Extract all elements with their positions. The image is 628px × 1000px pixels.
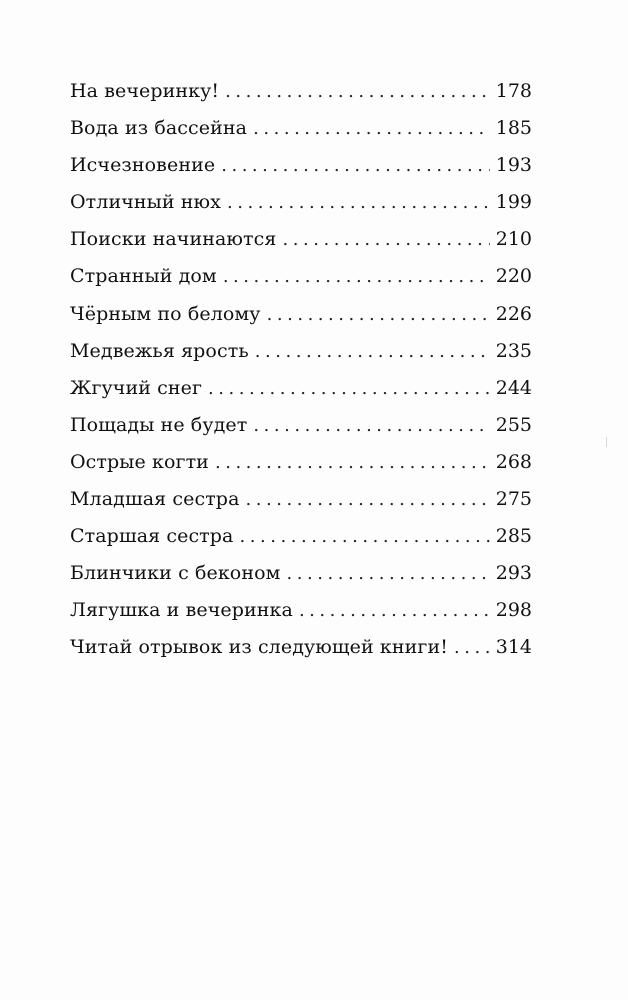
toc-leader-dots: [246, 485, 490, 515]
toc-entry-title: Поиски начинаются: [70, 228, 277, 251]
toc-entry-page: 255: [495, 413, 532, 436]
toc-entry-title: Младшая сестра: [70, 488, 240, 511]
toc-leader-dots: [208, 374, 490, 404]
toc-entry: [70, 336, 532, 373]
toc-entry: [70, 187, 532, 224]
toc-entry: [70, 484, 532, 521]
toc-entry-page: 178: [495, 80, 532, 102]
toc-leader-dots: [225, 77, 490, 107]
toc-entry-page: 210: [495, 228, 532, 251]
toc-entry-title: Лягушка и вечеринка: [70, 599, 293, 622]
toc-entry-title: Странный дом: [70, 265, 217, 288]
toc-leader-dots: [287, 559, 490, 589]
toc-entry-page: 298: [495, 599, 532, 622]
toc-entry: [70, 299, 532, 336]
toc-entry-title: Отличный нюх: [70, 191, 221, 214]
toc-entry: [70, 447, 532, 484]
toc-entry-title: На вечеринку!: [70, 80, 220, 102]
toc-entry: [70, 373, 532, 410]
toc-entry: [70, 558, 532, 595]
toc-entry-title: Блинчики с беконом: [70, 562, 281, 585]
toc-entry-page: 285: [495, 525, 532, 548]
toc-entry-title: Пощады не будет: [70, 413, 248, 436]
toc-entry-title: Чёрным по белому: [70, 302, 261, 325]
toc-entry: [70, 150, 532, 187]
toc-leader-dots: [253, 411, 489, 441]
toc-leader-dots: [267, 300, 490, 330]
toc-entry-page: 220: [495, 265, 532, 288]
toc-entry: [70, 261, 532, 298]
toc-entry-title: Исчезновение: [70, 154, 216, 177]
toc-entry-title: Медвежья ярость: [70, 339, 249, 362]
toc-leader-dots: [239, 522, 489, 552]
table-of-contents: [70, 76, 532, 670]
toc-entry: [70, 410, 532, 447]
scan-artifact-mark: [606, 437, 607, 447]
toc-entry-page: 275: [495, 488, 532, 511]
toc-entry-title: Вода из бассейна: [70, 117, 248, 140]
toc-entry-title: Читай отрывок из следующей книги!: [70, 636, 448, 659]
toc-entry: [70, 113, 532, 150]
toc-entry-page: 244: [495, 376, 532, 399]
toc-entry-page: 226: [495, 302, 532, 325]
toc-leader-dots: [215, 448, 490, 478]
toc-leader-dots: [454, 633, 490, 663]
toc-entry: [70, 76, 532, 113]
toc-leader-dots: [255, 337, 490, 367]
toc-entry-page: 185: [495, 117, 532, 140]
toc-leader-dots: [223, 262, 490, 292]
toc-entry-page: 235: [495, 339, 532, 362]
toc-leader-dots: [253, 114, 490, 144]
toc-entry: [70, 521, 532, 558]
toc-entry-page: 199: [495, 191, 532, 214]
toc-entry: [70, 632, 532, 669]
toc-entry-page: 193: [495, 154, 532, 177]
toc-entry-title: Жгучий снег: [70, 376, 203, 399]
toc-leader-dots: [299, 596, 490, 626]
toc-leader-dots: [227, 188, 490, 218]
toc-entry-page: 293: [495, 562, 532, 585]
toc-entry-page: 314: [495, 636, 532, 659]
toc-leader-dots: [282, 225, 489, 255]
toc-entry-title: Острые когти: [70, 450, 209, 473]
toc-entry-title: Старшая сестра: [70, 525, 234, 548]
toc-entry-page: 268: [495, 450, 532, 473]
toc-entry: [70, 224, 532, 261]
toc-leader-dots: [221, 151, 490, 181]
toc-entry: [70, 595, 532, 632]
